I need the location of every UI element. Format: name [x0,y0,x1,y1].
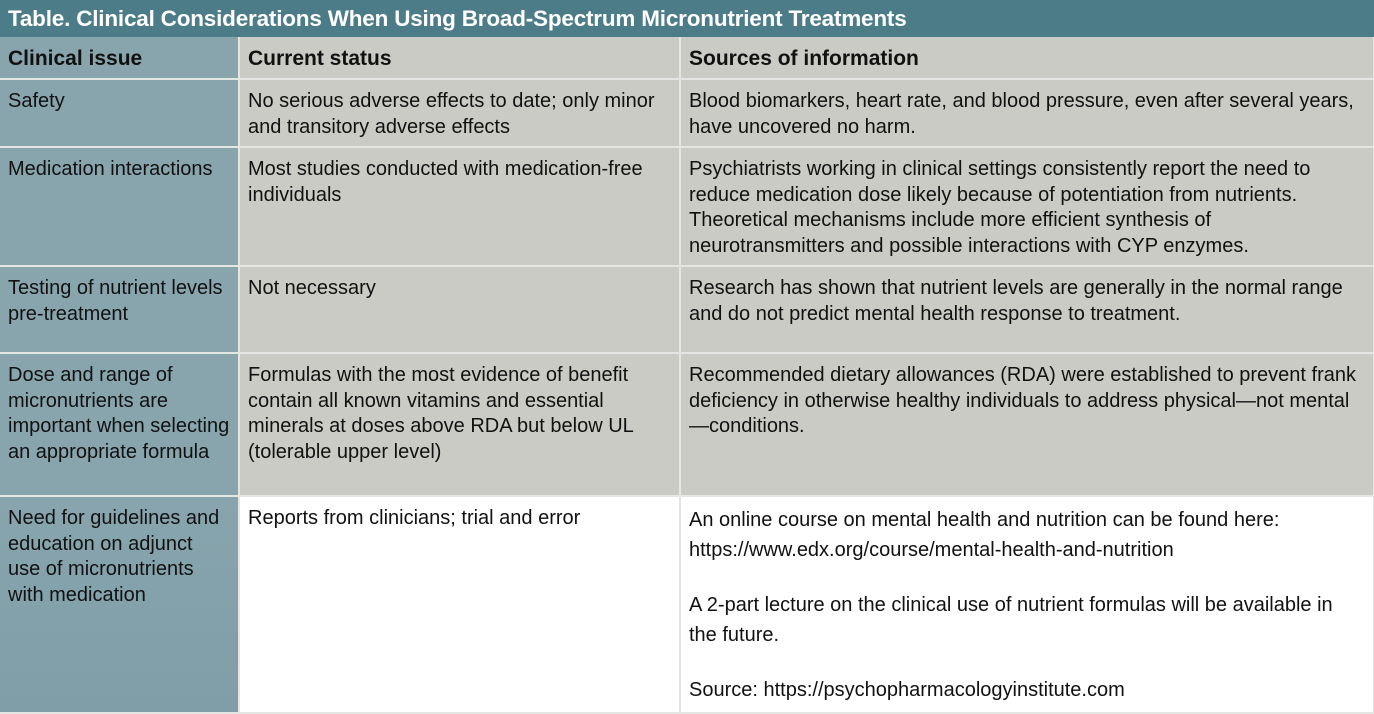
column-header-clinical-issue: Clinical issue [0,37,239,79]
sources-cell: Psychiatrists working in clinical settings consistently report the need to reduce medication dose likely because of potentiation from nutrients. Theoretical mechanisms include more efficient synthesis of neurotransmitters and possible interactions with CYP enzymes. [680,147,1374,266]
column-header-current-status: Current status [239,37,680,79]
issue-cell: Safety [0,79,239,147]
lecture-note: A 2-part lecture on the clinical use of nutrient formulas will be available in the future. [689,594,1333,646]
table-title: Table. Clinical Considerations When Using Broad-Spectrum Micronutrient Treatments [0,0,1374,37]
column-header-sources: Sources of information [680,37,1374,79]
sources-cell: Recommended dietary allowances (RDA) were established to prevent frank deficiency in otherwise healthy individuals to address physical—not mental—conditions. [680,353,1374,496]
clinical-considerations-table [0,37,1374,714]
course-link-text: An online course on mental health and nutrition can be found here: https://www.edx.org/course/mental-health-and-nutrition [689,509,1280,561]
table-row [0,353,1374,496]
status-cell: Formulas with the most evidence of benefit contain all known vitamins and essential minerals at doses above RDA but below UL (tolerable upper level) [239,353,680,496]
sources-cell: Research has shown that nutrient levels are generally in the normal range and do not predict mental health response to treatment. [680,266,1374,353]
table-row [0,266,1374,353]
issue-cell: Testing of nutrient levels pre-treatment [0,266,239,353]
issue-cell: Dose and range of micronutrients are important when selecting an appropriate formula [0,353,239,496]
source-note: Source: https://psychopharmacologyinstitute.com [689,679,1125,701]
status-cell: Reports from clinicians; trial and error [239,496,680,713]
status-cell: Most studies conducted with medication-free individuals [239,147,680,266]
table-row [0,79,1374,147]
sources-cell [680,496,1374,713]
sources-cell: Blood biomarkers, heart rate, and blood pressure, even after several years, have uncovered no harm. [680,79,1374,147]
issue-cell: Medication interactions [0,147,239,266]
status-cell: Not necessary [239,266,680,353]
header-row [0,37,1374,79]
status-cell: No serious adverse effects to date; only minor and transitory adverse effects [239,79,680,147]
table-row [0,147,1374,266]
table-row [0,496,1374,713]
issue-cell: Need for guidelines and education on adjunct use of micronutrients with medication [0,496,239,713]
